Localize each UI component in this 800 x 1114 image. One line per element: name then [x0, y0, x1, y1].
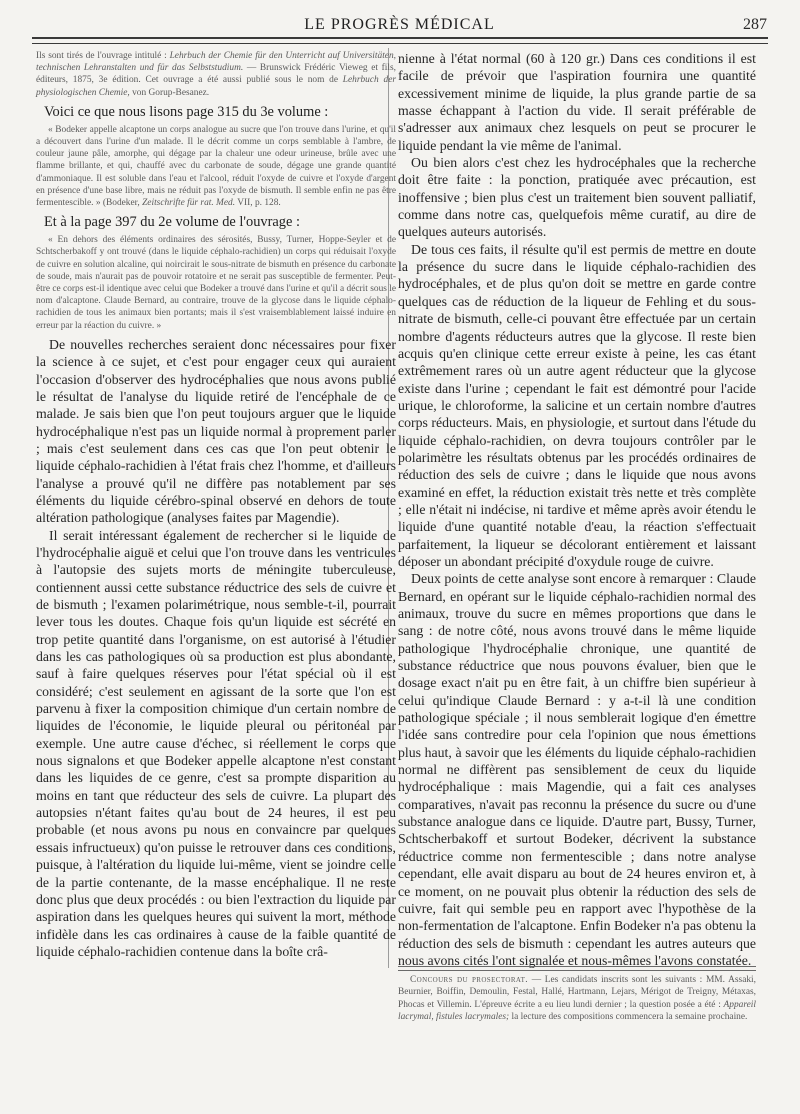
reference-note — [36, 50, 396, 99]
left-column — [36, 50, 396, 960]
quote-source-italic: Zeitschrifte für rat. Med. — [142, 198, 236, 209]
body-paragraph: De tous ces faits, il résulte qu'il est permis de mettre en doute la présence du sucre dans le liquide céphalo-rachidien des hydrocéphales, et de plus qu'on doit se mettre en garde contre quelques cas de réduction de la liqueur de Fehling et du sous-nitrate de bismuth, celle-ci pouvant être effectuée par un certain nombre d'agents réducteurs autres que la glycose. Il reste bien acquis qu'en clinique cette erreur existe à peine, les cas étant extrêmement rares où un autre agent réducteur que la glycose existe dans l'urine ; cependant le fait est démontré pour l'acide urique, le chloroforme, la salicine et un certain nombre d'autres corps réducteurs. Mais, en physiologie, et surtout dans l'étude du liquide céphalo-rachidien, on devra toujours contrôler par le polarimètre les résultats obtenus par les procédés ordinaires de réduction des sels de cuivre ; dans le liquide que nous avons examiné en effet, la réduction existait très nette et très complète ; elle n'était ni indécise, ni tardive et même après avoir étendu le liquide d'une quantité notable d'eau, la réaction s'effectuait parfaitement, la liqueur se décolorant entièrement et laissant déposer un abondant précipité d'oxydule rouge de cuivre. — [398, 241, 756, 569]
body-paragraph: nienne à l'état normal (60 à 120 gr.) Dans ces conditions il est facile de prévoir que l'aspiration fournira une quantité excessivement minime de liquide, la plus grande partie de sa masse échappant à l'action du vide. Il serait préférable de s'adresser aux animaux chez lesquels on peut se procurer le liquide pendant la vie même de l'animal. — [398, 51, 756, 153]
block-quote: « En dehors des éléments ordinaires des sérosités, Bussy, Turner, Hoppe-Seyler et de Schtscherbakoff y ont trouvé (dans le liquide céphalo-rachidien) un corps qui réduisait l'oxyde de cuivre en solution alcaline, qui noircirait le sous-nitrate de bismuth en présence du carbonate de soude, mais n'aurait pas de pouvoir rotatoire et ne serait pas susceptible de fermenter. Peut-être ce corps est-il identique avec celui que Bodeker a trouvé dans l'urine et qu'il a décrit sous le nom d'alcaptone. Claude Bernard, au contraire, trouve de la glycose dans le liquide céphalo-rachidien de tous les animaux bien portants; mais il s'est vraisemblablement laissé induire en erreur par la réaction du cuivre. » — [36, 235, 397, 331]
notice-rule — [398, 966, 756, 971]
notice-block — [398, 974, 756, 1024]
reference-text: — Brunswick Frédéric Vieweg et fils, éditeurs, 1875, 3e édition. Cet ouvrage a été aussi publié sous le nom de — [36, 63, 396, 86]
notice-text: — Les candidats inscrits sont les suivants : MM. Assaki, Beurnier, Boiffin, Demoulin, Festal, Hallé, Hartmann, Lejars, Mérigot de Treigny, Métaxas, Phocas et Villemin. L'épreuve écrite a eu lieu lundi dernier ; la question posée a été : — [398, 975, 756, 1010]
notice-title: Concours du prosectorat. — [410, 975, 529, 985]
body-paragraph: Il serait intéressant également de rechercher si le liquide de l'hydrocéphalie aiguë et celui que l'on trouve dans les ventricules à l'autopsie des sujets morts de méningite tuberculeuse, contiennent aussi cette substance réductrice des sels de cuivre et de bismuth ; l'examen polarimétrique, nous semble-t-il, pourrait lever tous les doutes. Chaque fois qu'un liquide est sécrété en trop petite quantité dans l'organisme, on est autorisé à l'étudier dans les cas pathologiques où sa production est plus abondante, sauf à faire quelques réserves pour l'état spécial où il est considéré; c'est seulement en agissant de la sorte que l'on est parvenu à fixer la composition chimique d'un certain nombre de liquides de l'économie, le liquide pleural ou péritonéal par exemple. Une autre cause d'échec, si réellement le corps que nous signalons et que Bodeker appelle alcaptone n'est constant dans les liquides de ce genre, c'est sa prompte disparition au moins en tant que réducteur des sels de cuivre. La plupart des autopsies n'étant faites qu'au bout de 24 heures, il est peu probable (et nous avons pu nous en convaincre par quelques essais infructueux) qu'on puisse le retrouver dans ces conditions, puisque, à l'altération du liquide lui-même, vient se joindre celle de la partie contenante, de la masse encéphalique. Il ne reste donc plus que deux procédés : ou bien l'extraction du liquide par aspiration dans les quelques heures qui suivent la mort, méthode infidèle dans les cas ordinaires à cause de la faible quantité de liquide céphalo-rachidien contenue dans la boîte crâ- — [36, 527, 396, 959]
body-paragraph: De nouvelles recherches seraient donc nécessaires pour fixer la science à ce sujet, et c'est pour engager ceux qui auraient l'occasion d'observer des hydrocéphalies que nous avons publié le résultat de l'analyse du liquide retiré de l'encéphale de ce malade. Je sais bien que l'on peut toujours arguer que le liquide hydrocéphalique n'est pas un liquide normal à proprement parler ; mais c'est seulement dans ces cas que l'on peut obtenir le liquide céphalo-rachidien à l'état frais chez l'homme, et d'ailleurs l'analyse a prouvé qu'il ne diffère pas notablement par ses éléments du liquide cérébro-spinal observé en dehors de toute altération pathologique (analyses faites par Magendie). — [36, 336, 396, 526]
body-paragraph: Ou bien alors c'est chez les hydrocéphales que la recherche doit être faite : la ponction, pratiquée avec précaution, est inoffensive ; bien plus c'est un traitement bien souvent palliatif, comme dans notre cas, quelquefois même curatif, au dire de quelques auteurs autorisés. — [398, 155, 756, 240]
reference-text: Ils sont tirés de l'ouvrage intitulé : — [36, 51, 170, 61]
reference-title-italic: Lehrbuch der physiologischen Chemie, — [36, 75, 396, 98]
notice-text: la lecture des compositions commencera la semaine prochaine. — [509, 1012, 748, 1023]
section-heading: Voici ce que nous lisons page 315 du 3e volume : — [44, 103, 329, 120]
reference-text: von Gorup-Besanez. — [129, 87, 210, 98]
body-paragraph: Deux points de cette analyse sont encore à remarquer : Claude Bernard, en opérant sur le liquide céphalo-rachidien normal des animaux, trouve du sucre en mêmes proportions que dans le sang : de notre côté, nous avons trouvé dans le même liquide pathologique l'hydrocéphalie chronique, une quantité de substance réductrice que nous pouvons évaluer, bien que le dosage exact n'ait pu en être fait, à un chiffre bien supérieur à celui qu'indique Claude Bernard : y a-t-il là une condition pathologique spéciale ; il nous semblerait logique d'en émettre l'idée sans contredire pour cela l'opinion que nous émettions plus haut, à savoir que les éléments du liquide céphalo-rachidien normal ne diffèrent pas sensiblement de ceux du liquide hydrocéphalique : mais Magendie, qui a fait ces analyses comparatives, n'avait pas reconnu la présence du sucre ou d'une substance analogue dans ce liquide. D'autre part, Bussy, Turner, Schtscherbakoff et surtout Bodeker, décrivent la substance réductrice comme non fermentescible ; dans notre analyse cependant, elle avait disparu au bout de 24 heures environ et, à ce moment, on ne pouvait plus obtenir la réduction des sels de cuivre, fait qui semble peu en rapport avec l'hypothèse de la non-fermentation de l'alcaptone. Enfin Bodeker n'a pas obtenu la réduction des sels de bismuth : cependant les autres auteurs que nous avons cités l'ont signalée et nous-mêmes l'avons constatée. — [398, 571, 756, 968]
quote-text: VII, p. 128. — [235, 198, 281, 209]
block-quote — [36, 124, 396, 209]
quote-text: « Bodeker appelle alcaptone un corps analogue au sucre que l'on trouve dans l'urine, et qu'il a découvert dans l'urine d'un malade. Il le décrit comme un corps semblable à l'ambre, de couleur jaune pâle, amorphe, qui dégage par la chaleur une odeur urineuse, brûle avec une flamme brillante, et qui, chauffé avec du carbonate de soude, dégage une grande quantité d'ammoniaque. Il est soluble dans l'eau et l'alcool, réduit l'oxyde de cuivre et l'oxyde d'argent en présence d'une base libre, mais ne réduit pas l'oxyde de bismuth. Il semble enfin ne pas être fermentescible. » (Bodeker, — [36, 124, 396, 209]
reference-title-italic: Lehrbuch der Chemie für den Unterricht auf Universitäten, technischen Lehranstalten und für das Selbststudium. — [36, 51, 396, 74]
page-number: 287 — [743, 16, 767, 33]
right-column — [398, 50, 756, 969]
journal-title: LE PROGRÈS MÉDICAL — [304, 16, 495, 33]
notice-question-italic: Appareil lacrymal, fistules lacrymales; — [398, 999, 756, 1023]
header-rule — [32, 37, 768, 44]
section-heading: Et à la page 397 du 2e volume de l'ouvrage : — [44, 214, 300, 231]
